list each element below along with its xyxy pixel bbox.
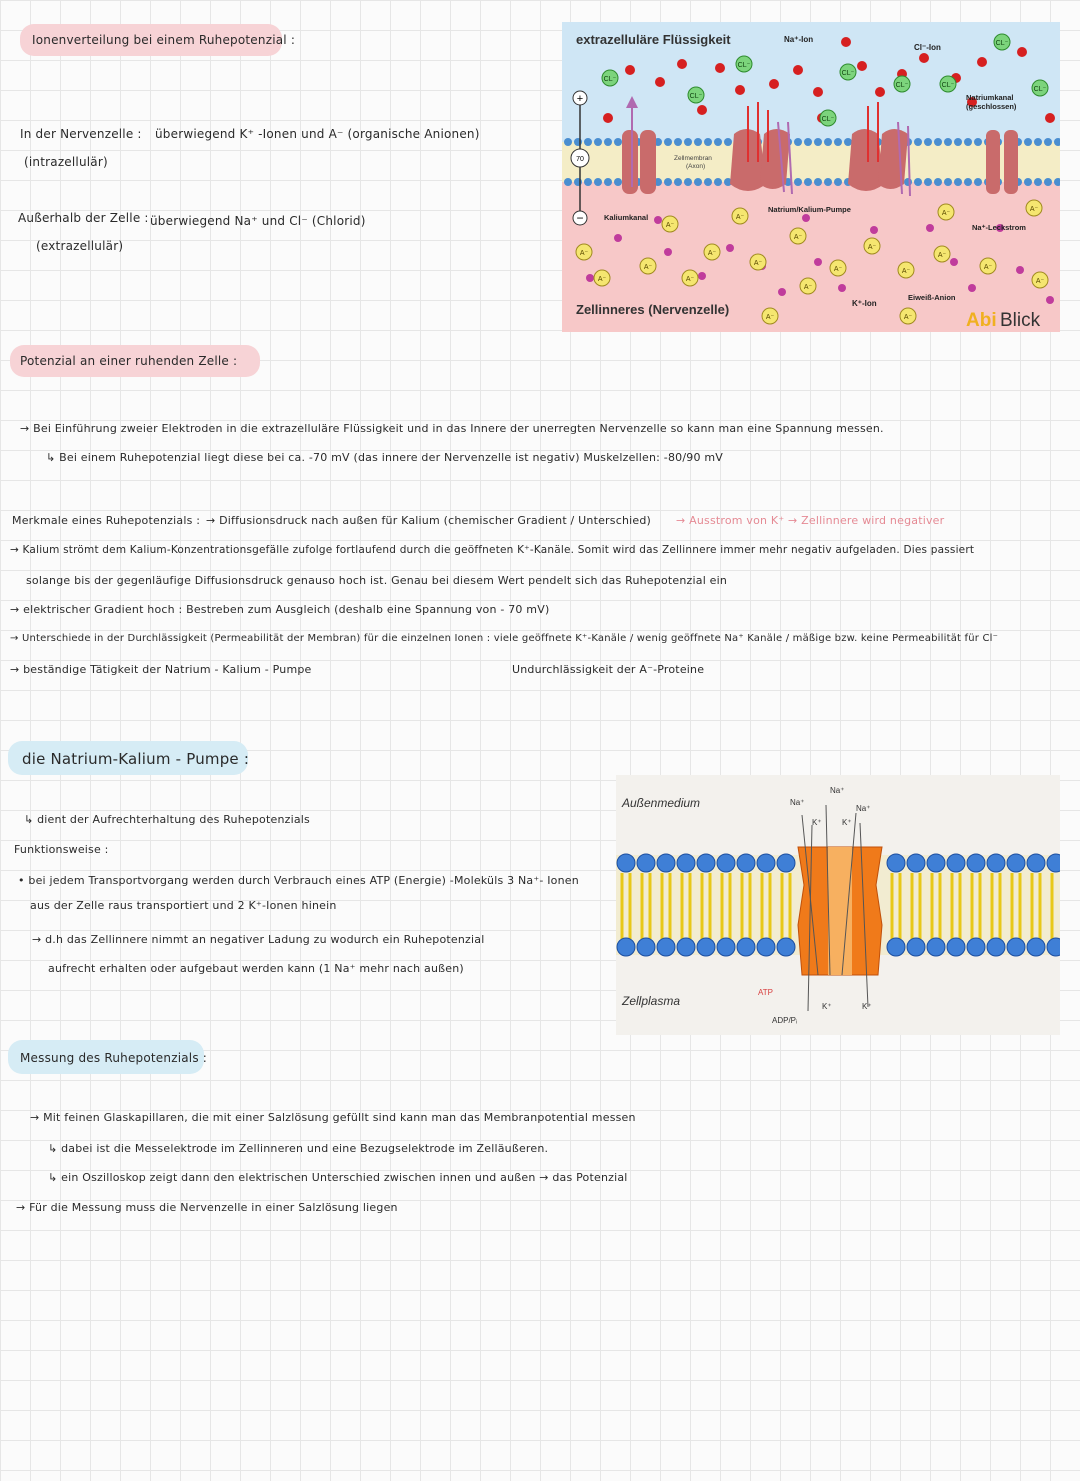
svg-text:A⁻: A⁻ xyxy=(643,264,653,271)
pump-diagram xyxy=(616,775,1060,1035)
svg-text:K⁺: K⁺ xyxy=(812,818,822,827)
brand-logo-abi: Abi xyxy=(966,310,997,331)
kaliumkanal-label: Kaliumkanal xyxy=(604,213,649,222)
svg-text:A⁻: A⁻ xyxy=(665,222,675,229)
svg-text:A⁻: A⁻ xyxy=(707,250,717,257)
inside-label: In der Nervenzelle : xyxy=(20,127,142,141)
leckstrom-label: Na⁺-Leckstrom xyxy=(972,223,1026,232)
aussen-label: Außenmedium xyxy=(622,796,701,810)
pumpe-funktion: Funktionsweise : xyxy=(14,843,109,856)
merkmale-line-5: → Unterschiede in der Durchlässigkeit (Permeabilität der Membran) für die einzelnen Ionen : viele geöffnete K⁺-Kanäle / wenig geöffnete Na⁺ Kanäle / mäßige bzw. keine Permeabilität für Cl⁻ xyxy=(10,633,999,644)
merkmale-line-4: → elektrischer Gradient hoch : Bestreben zum Ausgleich (deshalb eine Spannung von - 70 mV) xyxy=(10,603,550,616)
brand-logo-blick: Blick xyxy=(1000,310,1041,331)
svg-text:A⁻: A⁻ xyxy=(1029,206,1039,213)
k-ion-label: K⁺-Ion xyxy=(852,299,877,308)
svg-text:CL⁻: CL⁻ xyxy=(603,76,617,83)
merkmale-line-6: → beständige Tätigkeit der Natrium - Kalium - Pumpe xyxy=(10,663,312,676)
svg-text:CL⁻: CL⁻ xyxy=(941,82,955,89)
zellplasma-label: Zellplasma xyxy=(622,994,681,1008)
ion-distribution-diagram xyxy=(562,22,1060,332)
pumpe-line-5: aufrecht erhalten oder aufgebaut werden kann (1 Na⁺ mehr nach außen) xyxy=(48,962,464,975)
messung-line-1: → Mit feinen Glaskapillaren, die mit einer Salzlösung gefüllt sind kann man das Membranpotential messen xyxy=(30,1111,636,1124)
cl-ion-label: Cl⁻-Ion xyxy=(914,43,941,52)
messung-line-4: → Für die Messung muss die Nervenzelle in einer Salzlösung liegen xyxy=(16,1201,398,1214)
inside-sub: (intrazellulär) xyxy=(24,155,108,169)
inside-text: überwiegend K⁺ -Ionen und A⁻ (organische Anionen) xyxy=(155,127,480,141)
title-pumpe: die Natrium-Kalium - Pumpe : xyxy=(22,750,250,768)
svg-text:A⁻: A⁻ xyxy=(901,268,911,275)
svg-text:A⁻: A⁻ xyxy=(753,260,763,267)
diagram-bottom-label: Zellinneres (Nervenzelle) xyxy=(576,302,730,317)
svg-text:A⁻: A⁻ xyxy=(735,214,745,221)
potenzial-line-2: ↳ Bei einem Ruhepotenzial liegt diese bei ca. -70 mV (das innere der Nervenzelle ist negativ) Muskelzellen: -80/90 mV xyxy=(46,451,723,464)
outside-label: Außerhalb der Zelle : xyxy=(18,211,149,225)
natriumkanal-label: Natriumkanal xyxy=(966,93,1014,102)
messung-line-3: ↳ ein Oszilloskop zeigt dann den elektrischen Unterschied zwischen innen und außen → das Potenzial xyxy=(48,1171,628,1184)
title-merkmale: Merkmale eines Ruhepotenzials : xyxy=(12,514,201,527)
zellmembran-label: Zellmembran xyxy=(674,155,712,162)
outside-text: überwiegend Na⁺ und Cl⁻ (Chlorid) xyxy=(150,214,366,228)
pumpe-line-3: aus der Zelle raus transportiert und 2 K⁺-Ionen hinein xyxy=(30,899,337,912)
svg-text:A⁻: A⁻ xyxy=(685,276,695,283)
svg-text:A⁻: A⁻ xyxy=(833,266,843,273)
svg-text:A⁻: A⁻ xyxy=(793,234,803,241)
svg-text:A⁻: A⁻ xyxy=(803,284,813,291)
svg-text:CL⁻: CL⁻ xyxy=(895,82,909,89)
title-potenzial: Potenzial an einer ruhenden Zelle : xyxy=(20,354,238,368)
svg-text:CL⁻: CL⁻ xyxy=(995,40,1009,47)
diagram-top-label: extrazelluläre Flüssigkeit xyxy=(576,32,731,47)
svg-text:Na⁺: Na⁺ xyxy=(856,804,871,813)
svg-text:+: + xyxy=(576,93,584,105)
svg-text:CL⁻: CL⁻ xyxy=(1033,86,1047,93)
svg-text:CL⁻: CL⁻ xyxy=(821,116,835,123)
zellmembran-sub-label: (Axon) xyxy=(686,163,706,170)
potenzial-line-1: → Bei Einführung zweier Elektroden in die extrazelluläre Flüssigkeit und in das Innere der unerregten Nervenzelle so kann man eine Spannung messen. xyxy=(20,422,884,435)
pumpe-label: Natrium/Kalium-Pumpe xyxy=(768,205,851,214)
merkmale-line-1-pink: → Ausstrom von K⁺ → Zellinnere wird negativer xyxy=(676,514,945,527)
merkmale-line-2: → Kalium strömt dem Kalium-Konzentrationsgefälle zufolge fortlaufend durch die geöffneten K⁺-Kanäle. Somit wird das Zellinnere immer mehr negativ aufgeladen. Dies passiert xyxy=(10,544,975,556)
svg-text:CL⁻: CL⁻ xyxy=(689,93,703,100)
svg-text:A⁻: A⁻ xyxy=(579,250,589,257)
svg-text:A⁻: A⁻ xyxy=(765,314,775,321)
svg-text:A⁻: A⁻ xyxy=(941,210,951,217)
svg-text:A⁻: A⁻ xyxy=(983,264,993,271)
voltmeter-value: 70 xyxy=(576,156,584,163)
svg-text:A⁻: A⁻ xyxy=(937,252,947,259)
pumpe-line-2: • bei jedem Transportvorgang werden durch Verbrauch eines ATP (Energie) -Moleküls 3 Na⁺- Ionen xyxy=(18,874,579,887)
svg-text:A⁻: A⁻ xyxy=(903,314,913,321)
svg-text:CL⁻: CL⁻ xyxy=(737,62,751,69)
na-ion-label: Na⁺-Ion xyxy=(784,35,814,44)
svg-text:ATP: ATP xyxy=(758,988,773,997)
svg-text:−: − xyxy=(576,211,584,225)
title-ionenverteilung: Ionenverteilung bei einem Ruhepotenzial : xyxy=(32,33,296,47)
svg-text:A⁻: A⁻ xyxy=(1035,278,1045,285)
pumpe-line-4: → d.h das Zellinnere nimmt an negativer Ladung zu wodurch ein Ruhepotenzial xyxy=(32,933,485,946)
svg-text:A⁻: A⁻ xyxy=(597,276,607,283)
pump-channel xyxy=(828,847,852,975)
merkmale-line-1: → Diffusionsdruck nach außen für Kalium (chemischer Gradient / Unterschied) xyxy=(206,514,652,527)
title-messung: Messung des Ruhepotenzials : xyxy=(20,1051,208,1065)
svg-text:CL⁻: CL⁻ xyxy=(841,70,855,77)
natriumkanal-sub-label: (geschlossen) xyxy=(966,102,1017,111)
merkmale-line-3: solange bis der gegenläufige Diffusionsdruck genauso hoch ist. Genau bei diesem Wert pendelt sich das Ruhepotenzial ein xyxy=(26,574,728,587)
svg-text:Na⁺: Na⁺ xyxy=(790,798,805,807)
eiweiss-label: Eiweiß-Anion xyxy=(908,293,956,302)
svg-text:K⁺: K⁺ xyxy=(822,1002,832,1011)
pumpe-line-1: ↳ dient der Aufrechterhaltung des Ruhepotenzials xyxy=(24,813,310,826)
svg-text:K⁺: K⁺ xyxy=(842,818,852,827)
merkmale-line-6-right: Undurchlässigkeit der A⁻-Proteine xyxy=(512,663,705,676)
outside-sub: (extrazellulär) xyxy=(36,239,124,253)
svg-text:K⁺: K⁺ xyxy=(862,1002,872,1011)
svg-text:Na⁺: Na⁺ xyxy=(830,786,845,795)
svg-text:ADP/Pᵢ: ADP/Pᵢ xyxy=(772,1016,798,1025)
svg-text:A⁻: A⁻ xyxy=(867,244,877,251)
messung-line-2: ↳ dabei ist die Messelektrode im Zellinneren und eine Bezugselektrode im Zelläußeren. xyxy=(48,1142,549,1155)
